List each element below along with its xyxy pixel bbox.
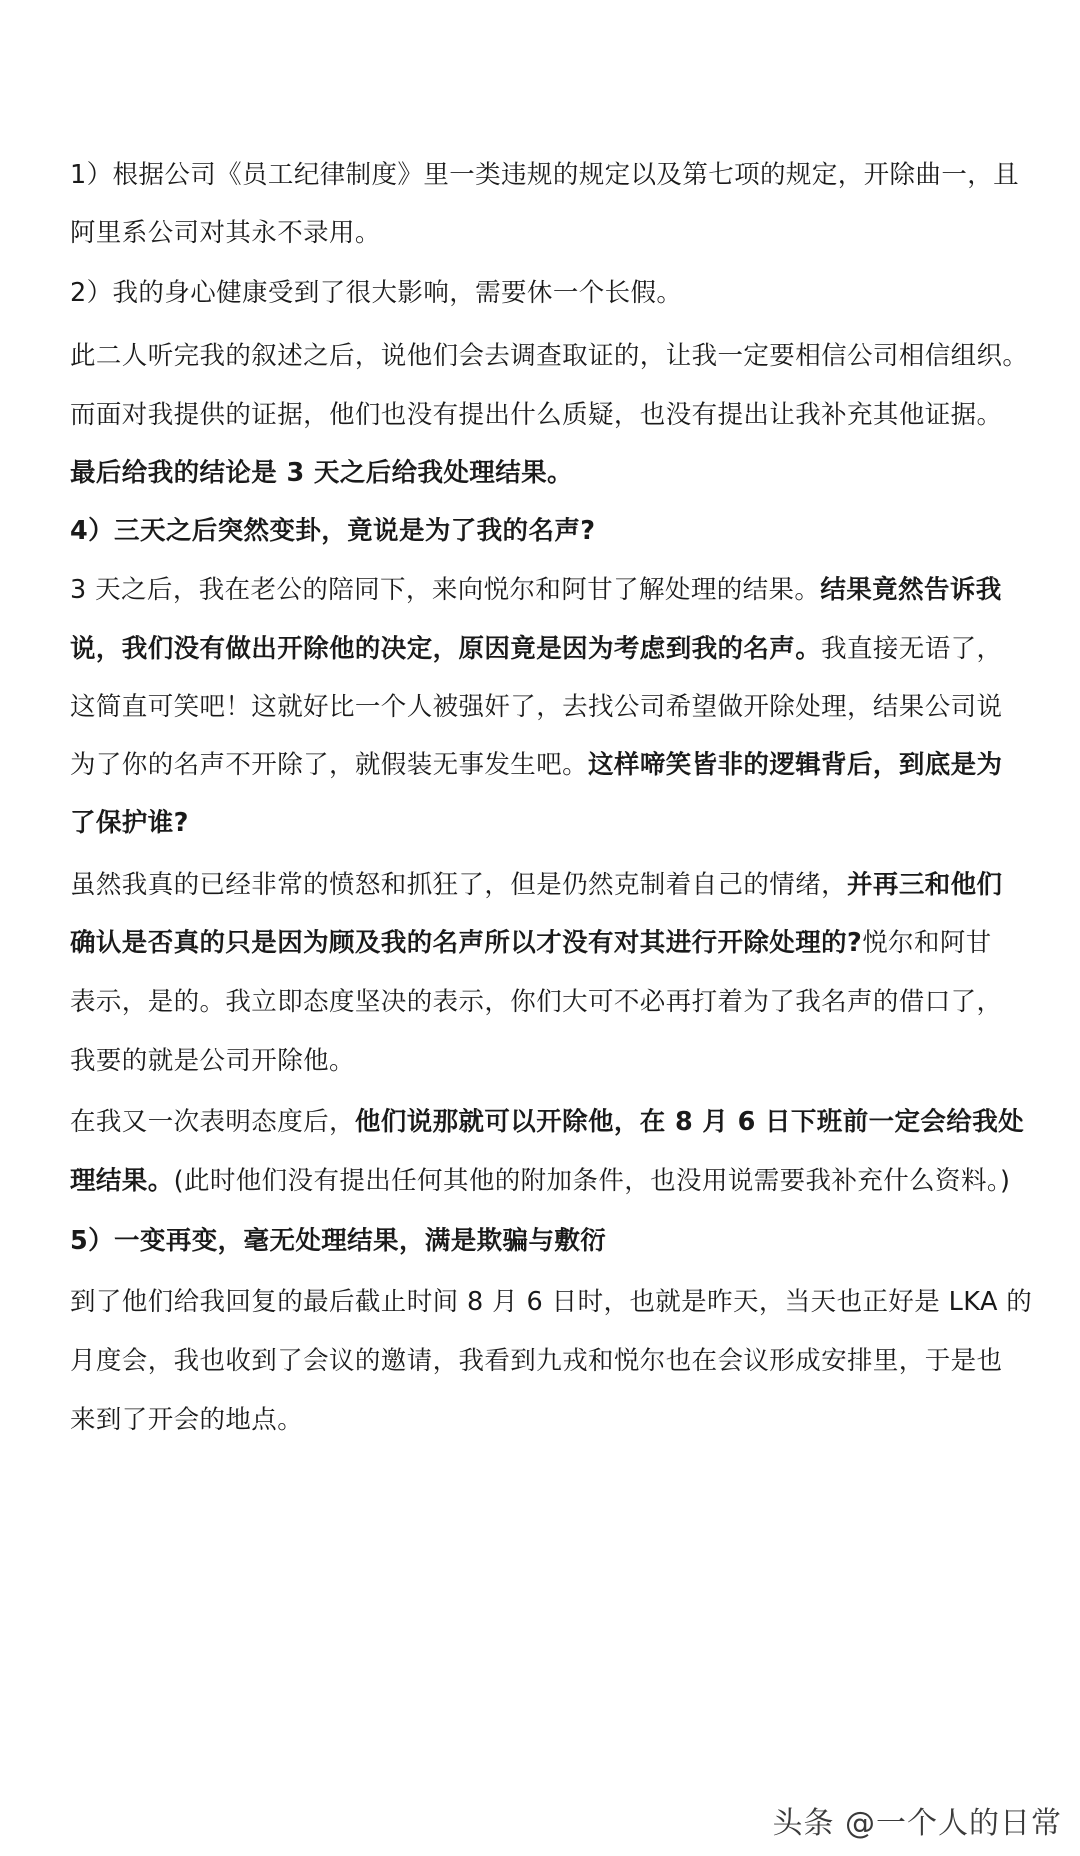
text: 此二人听完我的叙述之后，说他们会去调查取证的，让我一定要相信公司相信组织。 xyxy=(70,341,1029,371)
text-line xyxy=(70,868,1002,902)
text-line xyxy=(70,1105,1024,1139)
bold-text: 了保护谁? xyxy=(70,808,189,838)
text-line xyxy=(70,1224,606,1258)
text: 阿里系公司对其永不录用。 xyxy=(70,218,381,248)
text: 3 天之后，我在老公的陪同下，来向悦尔和阿甘了解处理的结果。 xyxy=(70,575,821,605)
bold-text: 结果竟然告诉我 xyxy=(820,575,1002,605)
bold-text: 确认是否真的只是因为顾及我的名声所以才没有对其进行开除处理的? xyxy=(70,928,863,958)
text: 表示，是的。我立即态度坚决的表示，你们大可不必再打着为了我名声的借口了， xyxy=(70,987,1003,1017)
text: 我直接无语了， xyxy=(821,634,1003,664)
text: 来到了开会的地点。 xyxy=(70,1405,304,1435)
text-line xyxy=(70,456,573,490)
text: 到了他们给我回复的最后截止时间 8 月 6 日时，也就是昨天，当天也正好是 LKA 的 xyxy=(70,1287,1033,1317)
text-line xyxy=(70,158,1019,192)
text: (此时他们没有提出任何其他的附加条件，也没用说需要我补充什么资料。) xyxy=(173,1166,1011,1196)
text-line xyxy=(70,276,682,310)
text: 虽然我真的已经非常的愤怒和抓狂了，但是仍然克制着自己的情绪， xyxy=(70,870,848,900)
text: 2）我的身心健康受到了很大影响，需要休一个长假。 xyxy=(70,278,683,308)
text-line xyxy=(70,1403,303,1437)
text-line xyxy=(70,398,1002,432)
text-line xyxy=(70,632,1002,666)
text: 而面对我提供的证据，他们也没有提出什么质疑，也没有提出让我补充其他证据。 xyxy=(70,400,1003,430)
text-line xyxy=(70,985,1002,1019)
text-line xyxy=(70,806,189,840)
text-line xyxy=(70,339,1028,373)
bold-text: 说，我们没有做出开除他的决定，原因竟是因为考虑到我的名声。 xyxy=(70,634,822,664)
bold-text: 这样啼笑皆非的逻辑背后，到底是为 xyxy=(588,750,1003,780)
text-line xyxy=(70,1285,1032,1319)
text: 我要的就是公司开除他。 xyxy=(70,1046,355,1076)
text: 月度会，我也收到了会议的邀请，我看到九戎和悦尔也在会议形成安排里，于是也 xyxy=(70,1346,1003,1376)
text: 为了你的名声不开除了，就假装无事发生吧。 xyxy=(70,750,589,780)
watermark: 头条 @一个人的日常 xyxy=(772,1806,1062,1841)
text-line xyxy=(70,690,1002,724)
bold-text: 最后给我的结论是 3 天之后给我处理结果。 xyxy=(70,458,573,488)
text: 在我又一次表明态度后， xyxy=(70,1107,355,1137)
text-line xyxy=(70,1344,1002,1378)
bold-text: 理结果。 xyxy=(70,1166,174,1196)
text-line xyxy=(70,926,992,960)
text-line xyxy=(70,1164,1010,1198)
text-line xyxy=(70,1044,355,1078)
text-line xyxy=(70,216,381,250)
text-line xyxy=(70,573,1002,607)
bold-text: 他们说那就可以开除他，在 8 月 6 日下班前一定会给我处 xyxy=(354,1107,1025,1137)
text: 悦尔和阿甘 xyxy=(862,928,992,958)
bold-text: 5）一变再变，毫无处理结果，满是欺骗与敷衍 xyxy=(70,1226,607,1256)
bold-text: 4）三天之后突然变卦，竟说是为了我的名声? xyxy=(70,516,596,546)
text-line xyxy=(70,514,595,548)
bold-text: 并再三和他们 xyxy=(847,870,1003,900)
text-line xyxy=(70,748,1002,782)
text: 这简直可笑吧！这就好比一个人被强奸了，去找公司希望做开除处理，结果公司说 xyxy=(70,692,1003,722)
text: 1）根据公司《员工纪律制度》里一类违规的规定以及第七项的规定，开除曲一，且 xyxy=(70,160,1020,190)
